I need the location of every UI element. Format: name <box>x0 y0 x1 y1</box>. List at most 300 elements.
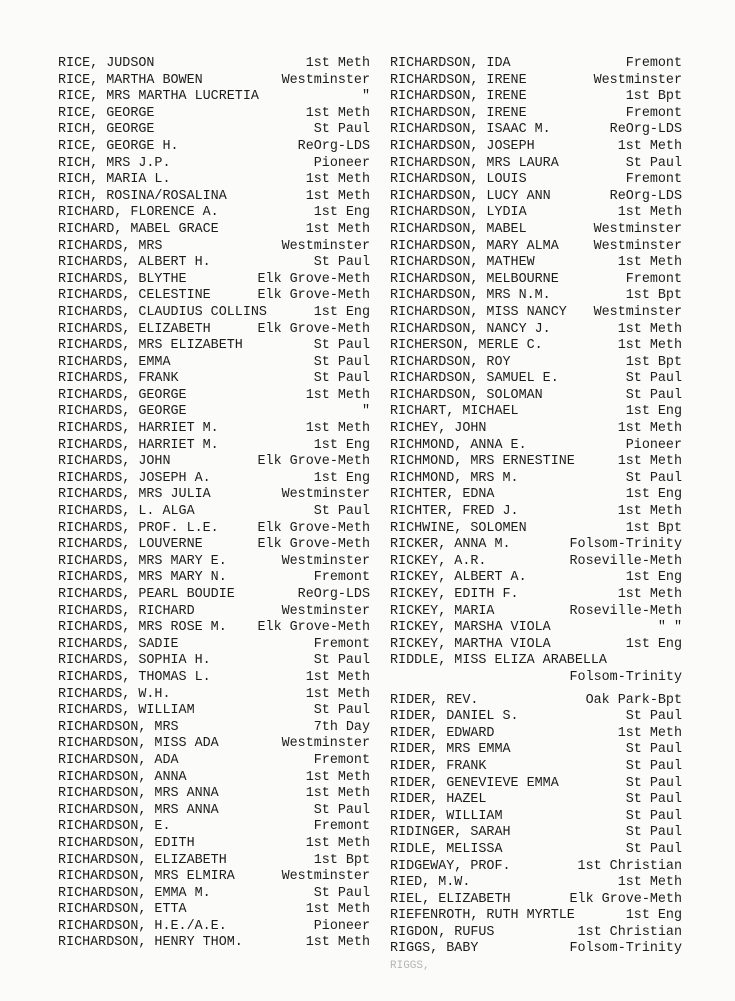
entry-church: 1st Meth <box>305 786 370 802</box>
index-entry <box>390 637 682 654</box>
entry-name: RICHARDSON, MRS ANNA <box>58 802 219 818</box>
entry-church: Westminster <box>281 603 370 619</box>
entry-church: 1st Bpt <box>625 288 682 304</box>
index-entry <box>58 421 370 438</box>
entry-church: ReOrg-LDS <box>297 587 370 602</box>
entry-church: 1st Meth <box>305 686 370 702</box>
entry-name: RICE, GEORGE <box>58 105 155 121</box>
entry-church: 1st Eng <box>313 470 370 486</box>
index-entry <box>390 776 682 793</box>
index-entry <box>58 587 370 604</box>
index-entry <box>58 305 370 322</box>
entry-church: St Paul <box>625 742 682 758</box>
entry-church: 1st Christian <box>577 924 682 940</box>
entry-name: RIEFENROTH, RUTH MYRTLE <box>390 908 575 924</box>
entry-church: 1st Meth <box>617 587 682 602</box>
index-entry <box>390 239 682 256</box>
entry-name: RICHARDS, MRS <box>58 238 163 254</box>
entry-church: St Paul <box>625 470 682 486</box>
entry-name: RIGGS, <box>390 960 430 973</box>
entry-church: Fremont <box>625 105 682 121</box>
index-entry <box>390 371 682 388</box>
entry-name: RICHARDSON, ANNA <box>58 769 187 785</box>
index-entry <box>390 504 682 521</box>
entry-name: RICHARDS, PROF. L.E. <box>58 520 219 536</box>
entry-name: RICHARDSON, H.E./A.E. <box>58 918 227 934</box>
index-entry <box>58 886 370 903</box>
entry-church: 1st Eng <box>625 570 682 586</box>
entry-name: RICHARDS, EMMA <box>58 354 171 370</box>
entry-church: St Paul <box>313 802 370 818</box>
entry-church: St Paul <box>313 653 370 669</box>
index-entry <box>390 521 682 538</box>
index-entry <box>58 288 370 305</box>
entry-name: RIDER, GENEVIEVE EMMA <box>390 775 559 791</box>
index-entry <box>58 56 370 73</box>
entry-church: St Paul <box>313 354 370 370</box>
entry-church: Folsom-Trinity <box>569 537 682 553</box>
index-entry <box>58 637 370 654</box>
index-entry <box>390 554 682 571</box>
entry-name: RICHARDS, HARRIET M. <box>58 421 219 437</box>
entry-name: RICHARDSON, MRS ANNA <box>58 786 219 802</box>
index-entry <box>390 255 682 272</box>
entry-name: RICHARDS, ELIZABETH <box>58 321 211 337</box>
entry-name: RICE, MARTHA BOWEN <box>58 72 203 88</box>
entry-name: RICE, JUDSON <box>58 56 155 71</box>
entry-church: 1st Meth <box>305 769 370 785</box>
index-entry <box>58 670 370 687</box>
entry-name: RICKEY, A.R. <box>390 553 487 569</box>
entry-church: " " <box>657 620 682 636</box>
entry-name: RIDER, WILLIAM <box>390 808 503 824</box>
entry-name: RIDDLE, MISS ELIZA ARABELLA <box>390 653 607 669</box>
index-entry <box>58 819 370 836</box>
entry-name: RICHARDS, SOPHIA H. <box>58 653 211 669</box>
index-entry <box>390 759 682 776</box>
entry-church: 7th Day <box>313 719 370 735</box>
entry-name: RICKEY, MARIA <box>390 603 495 619</box>
entry-name: RIEL, ELIZABETH <box>390 891 511 907</box>
index-entry <box>58 371 370 388</box>
entry-name: RICHARDS, MRS ROSE M. <box>58 620 227 636</box>
entry-name: RIDER, EDWARD <box>390 725 495 741</box>
entry-name: RICHARDSON, IRENE <box>390 72 527 88</box>
entry-church: 1st Meth <box>617 454 682 470</box>
entry-name: RICHARDS, THOMAS L. <box>58 669 211 685</box>
entry-name: RICHARDSON, JOSEPH <box>390 138 535 154</box>
entry-church: 1st Eng <box>625 636 682 652</box>
entry-church: 1st Meth <box>305 669 370 685</box>
index-entry <box>58 803 370 820</box>
entry-church: 1st Meth <box>305 902 370 918</box>
entry-church: 1st Eng <box>313 437 370 453</box>
index-entry <box>390 338 682 355</box>
index-entry <box>58 156 370 173</box>
entry-church: Elk Grove-Meth <box>569 891 682 907</box>
index-entry <box>58 487 370 504</box>
entry-name: RICHARDSON, MABEL <box>390 221 527 237</box>
entry-name: RICHARDS, MRS JULIA <box>58 487 211 503</box>
index-entry <box>58 73 370 90</box>
entry-church: ReOrg-LDS <box>609 188 682 204</box>
entry-church: St Paul <box>625 709 682 725</box>
index-entry <box>390 139 682 156</box>
entry-name: RICHARDS, ALBERT H. <box>58 255 211 271</box>
entry-church: Folsom-Trinity <box>569 669 682 685</box>
entry-name: RIDER, MRS EMMA <box>390 742 511 758</box>
entry-church: St Paul <box>625 758 682 774</box>
index-entry <box>58 786 370 803</box>
entry-name: RICHARDSON, ADA <box>58 752 179 768</box>
entry-name: RIED, M.W. <box>390 875 471 891</box>
index-entry <box>390 726 682 743</box>
entry-church: 1st Meth <box>617 504 682 520</box>
index-entry <box>58 935 370 952</box>
entry-church: 1st Meth <box>305 105 370 121</box>
index-entry <box>390 388 682 405</box>
entry-church: St Paul <box>313 371 370 387</box>
entry-name: RICHARDS, SADIE <box>58 636 179 652</box>
entry-name: RICHARDS, GEORGE <box>58 387 187 403</box>
entry-church: Elk Grove-Meth <box>257 520 370 536</box>
entry-church: Roseville-Meth <box>569 603 682 619</box>
entry-church: Elk Grove-Meth <box>257 620 370 636</box>
entry-church: 1st Meth <box>305 221 370 237</box>
entry-name: RIDER, REV. <box>390 692 479 708</box>
index-entry <box>390 156 682 173</box>
entry-name: RICKEY, MARSHA VIOLA <box>390 620 551 636</box>
entry-church: St Paul <box>313 885 370 901</box>
index-entry <box>58 653 370 670</box>
entry-church: Westminster <box>281 487 370 503</box>
entry-name: RICHARDSON, IDA <box>390 56 511 71</box>
entry-name: RICHARDSON, EMMA M. <box>58 885 211 901</box>
entry-church: Roseville-Meth <box>569 553 682 569</box>
index-entry <box>390 454 682 471</box>
entry-name: RICHARDSON, MISS NANCY <box>390 304 567 320</box>
index-entry <box>390 438 682 455</box>
index-entry <box>58 272 370 289</box>
index-entry <box>58 404 370 421</box>
index-entry <box>390 89 682 106</box>
entry-church: Westminster <box>281 869 370 885</box>
index-entry <box>58 139 370 156</box>
entry-name: RIDER, DANIEL S. <box>390 709 519 725</box>
index-entry <box>390 693 682 710</box>
entry-name: RIDGEWAY, PROF. <box>390 858 511 874</box>
index-entry <box>390 222 682 239</box>
entry-church: 1st Meth <box>617 875 682 891</box>
entry-church: St Paul <box>625 792 682 808</box>
entry-church: 1st Meth <box>617 338 682 354</box>
entry-name: RICHARDSON, MATHEW <box>390 255 535 271</box>
entry-church: St Paul <box>625 841 682 857</box>
index-entry <box>390 56 682 73</box>
entry-church: 1st Christian <box>577 858 682 874</box>
entry-name: RICHARDSON, SAMUEL E. <box>390 371 559 387</box>
index-entry <box>390 272 682 289</box>
entry-church: Westminster <box>281 553 370 569</box>
index-entry <box>58 255 370 272</box>
index-entry <box>58 322 370 339</box>
entry-church: St Paul <box>625 808 682 824</box>
entry-name: RICHMOND, MRS M. <box>390 470 519 486</box>
entry-name: RICHMOND, MRS ERNESTINE <box>390 454 575 470</box>
index-entry <box>390 73 682 90</box>
index-entry <box>58 687 370 704</box>
entry-name: RICHARDSON, LOUIS <box>390 172 527 188</box>
entry-name: RICKEY, MARTHA VIOLA <box>390 636 551 652</box>
entry-name: RICHARD, MABEL GRACE <box>58 221 219 237</box>
entry-name: RICHARDS, JOHN <box>58 454 171 470</box>
entry-name: RICH, MRS J.P. <box>58 155 171 171</box>
entry-church: 1st Bpt <box>625 520 682 536</box>
entry-church: Elk Grove-Meth <box>257 537 370 553</box>
entry-church: 1st Bpt <box>625 89 682 105</box>
entry-name: RICHARDS, L. ALGA <box>58 504 195 520</box>
index-entry <box>390 809 682 826</box>
entry-name: RICHARDSON, IRENE <box>390 105 527 121</box>
index-entry <box>58 388 370 405</box>
index-entry <box>390 288 682 305</box>
entry-church: 1st Meth <box>305 835 370 851</box>
entry-name: RICHARDSON, MELBOURNE <box>390 271 559 287</box>
index-entry <box>390 653 682 686</box>
index-entry <box>390 305 682 322</box>
entry-name: RICHARDS, FRANK <box>58 371 179 387</box>
entry-name: RICHARDSON, MISS ADA <box>58 736 219 752</box>
entry-name: RICHARD, FLORENCE A. <box>58 205 219 221</box>
entry-church: Fremont <box>313 752 370 768</box>
entry-name: RIGDON, RUFUS <box>390 924 495 940</box>
entry-church: Westminster <box>593 221 682 237</box>
entry-church: 1st Meth <box>305 935 370 951</box>
index-entry <box>390 892 682 909</box>
entry-church: Folsom-Trinity <box>569 941 682 957</box>
entry-name: RICHMOND, ANNA E. <box>390 437 527 453</box>
index-entry <box>58 720 370 737</box>
entry-name: RICHARDSON, HENRY THOM. <box>58 935 243 951</box>
right-column <box>390 56 682 975</box>
entry-name: RICHARDS, JOSEPH A. <box>58 470 211 486</box>
entry-church: 1st Meth <box>617 725 682 741</box>
index-entry <box>58 703 370 720</box>
entry-name: RIDLE, MELISSA <box>390 841 503 857</box>
entry-church: 1st Eng <box>625 908 682 924</box>
index-entry <box>58 570 370 587</box>
entry-name: RICHARDSON, EDITH <box>58 835 195 851</box>
entry-name: RICHTER, FRED J. <box>390 504 519 520</box>
index-entry <box>58 753 370 770</box>
index-entry <box>58 853 370 870</box>
index-entry <box>58 902 370 919</box>
entry-church: St Paul <box>625 825 682 841</box>
index-entry <box>58 205 370 222</box>
entry-church: St Paul <box>313 504 370 520</box>
index-entry <box>390 604 682 621</box>
entry-name: RIDER, FRANK <box>390 758 487 774</box>
entry-name: RICHARDS, LOUVERNE <box>58 537 203 553</box>
entry-name: RICHARDSON, MARY ALMA <box>390 238 559 254</box>
index-entry <box>390 875 682 892</box>
entry-church: 1st Eng <box>625 404 682 420</box>
entry-church: Westminster <box>281 736 370 752</box>
entry-church: St Paul <box>313 122 370 138</box>
index-entry <box>390 355 682 372</box>
index-entry <box>390 587 682 604</box>
entry-church: 1st Bpt <box>313 852 370 868</box>
index-entry <box>58 189 370 206</box>
entry-name: RIGGS, BABY <box>390 941 479 957</box>
entry-name: RICHARDS, GEORGE <box>58 404 187 420</box>
entry-church: Pioneer <box>313 918 370 934</box>
index-entry <box>390 941 682 958</box>
index-entry <box>390 122 682 139</box>
entry-name: RICHARDS, CLAUDIUS COLLINS <box>58 304 267 320</box>
entry-name: RICHART, MICHAEL <box>390 404 519 420</box>
index-entry <box>390 908 682 925</box>
entry-church: St Paul <box>625 387 682 403</box>
entry-church: Fremont <box>625 271 682 287</box>
index-entry <box>390 537 682 554</box>
index-entry <box>390 404 682 421</box>
entry-name: RICHARDS, MRS MARY N. <box>58 570 227 586</box>
entry-name: RICH, ROSINA/ROSALINA <box>58 188 227 204</box>
entry-name: RICHARDSON, LYDIA <box>390 205 527 221</box>
entry-church: 1st Eng <box>313 304 370 320</box>
index-entry <box>58 620 370 637</box>
index-entry <box>58 554 370 571</box>
index-entry <box>58 106 370 123</box>
index-entry <box>58 222 370 239</box>
entry-name: RICHARDS, PEARL BOUDIE <box>58 587 235 602</box>
index-entry <box>390 620 682 637</box>
entry-church: Fremont <box>625 56 682 71</box>
index-entry <box>58 338 370 355</box>
index-entry <box>390 106 682 123</box>
index-entry <box>58 736 370 753</box>
entry-name: RICHARDSON, E. <box>58 819 171 835</box>
entry-name: RICE, MRS MARTHA LUCRETIA <box>58 89 259 105</box>
index-entry <box>390 958 682 975</box>
entry-name: RICHWINE, SOLOMEN <box>390 520 527 536</box>
index-entry <box>58 239 370 256</box>
entry-church: ReOrg-LDS <box>297 138 370 154</box>
entry-church: Westminster <box>281 238 370 254</box>
entry-church: Pioneer <box>313 155 370 171</box>
entry-name: RICHARDSON, MRS N.M. <box>390 288 551 304</box>
index-entry <box>390 487 682 504</box>
entry-church: Fremont <box>313 636 370 652</box>
index-entry <box>390 792 682 809</box>
entry-church: 1st Meth <box>305 188 370 204</box>
index-entry <box>58 836 370 853</box>
entry-name: RICHARDS, W.H. <box>58 686 171 702</box>
entry-church: 1st Eng <box>313 205 370 221</box>
entry-name: RICHARDS, MRS MARY E. <box>58 553 227 569</box>
left-column <box>58 56 370 952</box>
index-entry <box>58 471 370 488</box>
entry-church: Elk Grove-Meth <box>257 288 370 304</box>
index-entry <box>58 770 370 787</box>
entry-name: RICHARDSON, NANCY J. <box>390 321 551 337</box>
entry-name: RICHARDSON, ETTA <box>58 902 187 918</box>
index-entry <box>58 355 370 372</box>
entry-name: RICHERSON, MERLE C. <box>390 338 543 354</box>
entry-church: 1st Meth <box>305 172 370 188</box>
index-entry <box>390 842 682 859</box>
index-entry <box>58 521 370 538</box>
entry-name: RICHARDSON, LUCY ANN <box>390 188 551 204</box>
entry-church: Elk Grove-Meth <box>257 321 370 337</box>
entry-name: RIDINGER, SARAH <box>390 825 511 841</box>
entry-church: 1st Meth <box>305 56 370 71</box>
entry-church: 1st Meth <box>617 255 682 271</box>
index-entry <box>58 89 370 106</box>
entry-name: RICHARDS, CELESTINE <box>58 288 211 304</box>
entry-church: " <box>361 89 370 105</box>
entry-church: Westminster <box>281 72 370 88</box>
entry-name: RICHARDSON, ELIZABETH <box>58 852 227 868</box>
entry-church: 1st Meth <box>617 205 682 221</box>
entry-name: RICHARDSON, MRS <box>58 719 179 735</box>
entry-church: Fremont <box>625 172 682 188</box>
entry-church: St Paul <box>625 775 682 791</box>
entry-church: St Paul <box>313 703 370 719</box>
entry-church: Elk Grove-Meth <box>257 454 370 470</box>
index-entry <box>390 825 682 842</box>
entry-church: Fremont <box>313 570 370 586</box>
entry-church: St Paul <box>313 255 370 271</box>
entry-name: RICHTER, EDNA <box>390 487 495 503</box>
entry-church: " <box>361 404 370 420</box>
entry-name: RICHARDSON, MRS ELMIRA <box>58 869 235 885</box>
entry-name: RIDER, HAZEL <box>390 792 487 808</box>
entry-church: 1st Meth <box>617 321 682 337</box>
entry-church: 1st Meth <box>305 421 370 437</box>
entry-church: Westminster <box>593 72 682 88</box>
entry-name: RICHARDSON, IRENE <box>390 89 527 105</box>
entry-name: RICKEY, ALBERT A. <box>390 570 527 586</box>
index-entry <box>390 189 682 206</box>
entry-name: RICHARDS, RICHARD <box>58 603 195 619</box>
index-entry <box>390 322 682 339</box>
entry-name: RICHARDS, WILLIAM <box>58 703 195 719</box>
entry-church: Elk Grove-Meth <box>257 271 370 287</box>
index-entry <box>58 454 370 471</box>
index-entry <box>58 504 370 521</box>
index-entry <box>390 421 682 438</box>
index-entry <box>58 604 370 621</box>
entry-name: RICHARDSON, SOLOMAN <box>390 387 543 403</box>
index-entry <box>58 537 370 554</box>
entry-name: RICE, GEORGE H. <box>58 138 179 154</box>
index-entry <box>390 859 682 876</box>
entry-church: St Paul <box>625 155 682 171</box>
entry-name: RICH, GEORGE <box>58 122 155 138</box>
index-entry <box>390 205 682 222</box>
entry-church: 1st Meth <box>617 138 682 154</box>
entry-name: RICH, MARIA L. <box>58 172 171 188</box>
entry-church: Westminster <box>593 238 682 254</box>
entry-name: RICKER, ANNA M. <box>390 537 511 553</box>
entry-name: RICKEY, EDITH F. <box>390 587 519 602</box>
index-entry <box>390 925 682 942</box>
entry-name: RICHARDSON, MRS LAURA <box>390 155 559 171</box>
entry-name: RICHARDS, HARRIET M. <box>58 437 219 453</box>
index-entry <box>58 122 370 139</box>
